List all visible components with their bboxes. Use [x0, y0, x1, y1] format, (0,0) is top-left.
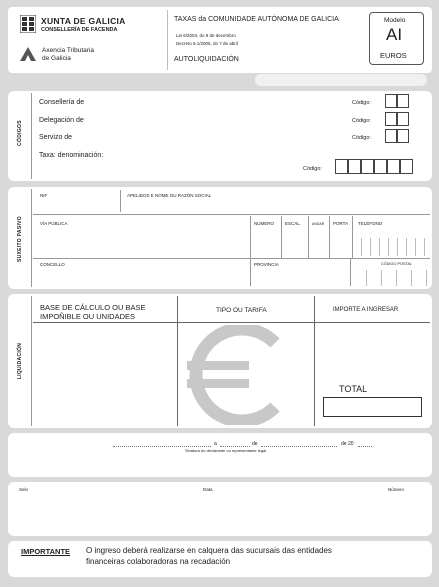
- model-code: AI: [386, 25, 403, 44]
- codigo-box[interactable]: [385, 94, 397, 108]
- currency-label: EUROS: [380, 51, 407, 60]
- stamp-selo-label: Selo: [19, 487, 29, 492]
- agency-line1: Axencia Tributaria: [42, 47, 95, 54]
- signature-caption: Sinatura do declarante ou representante legal: [185, 448, 267, 453]
- tipo-input[interactable]: [181, 326, 310, 424]
- tax-code-label: Código:: [303, 166, 322, 172]
- codigo-row-code-label: Código:: [352, 135, 371, 141]
- sign-sep-de: de: [252, 441, 258, 447]
- escal-divider: [308, 216, 309, 258]
- notice-label: IMPORTANTE: [21, 547, 71, 556]
- base-input[interactable]: [35, 326, 173, 424]
- header-divider: [167, 10, 168, 70]
- via-divider: [250, 216, 251, 258]
- col-divider: [314, 296, 315, 426]
- andar-divider: [329, 216, 330, 258]
- org-name: XUNTA DE GALICIA: [41, 16, 126, 26]
- col-base-line1: BASE DE CÁLCULO OU BASE: [40, 303, 146, 312]
- via-label: VÍA PÚBLICA: [40, 221, 68, 226]
- sign-place-line: [113, 446, 211, 447]
- col-importe: IMPORTE A INGRESAR: [333, 307, 399, 313]
- sujeto-side-label: SUXEITO PASIVO: [17, 216, 23, 262]
- form-type: AUTOLIQUIDACIÓN: [174, 56, 239, 63]
- stamp-numero-label: Número: [388, 487, 405, 492]
- codigo-row-code-label: Código:: [352, 100, 371, 106]
- codigo-box[interactable]: [385, 129, 397, 143]
- col-base-line2: IMPOÑIBLE OU UNIDADES: [40, 312, 136, 321]
- row-divider: [33, 258, 430, 259]
- col-tipo: TIPO OU TARIFA: [216, 307, 267, 314]
- notice-line2: financeiras colaboradoras na recadación: [86, 557, 231, 566]
- signature-area[interactable]: [150, 455, 300, 473]
- codigo-postal-label: CÓDIGO POSTAL: [381, 262, 413, 266]
- tax-code-box[interactable]: [348, 159, 361, 174]
- sign-sep-year: de 20: [341, 441, 354, 447]
- concello-label: CONCELLO: [40, 262, 65, 267]
- codigo-row-label: Consellería de: [39, 99, 85, 106]
- codigos-side-divider: [31, 93, 32, 179]
- sujeto-side-divider: [31, 189, 32, 287]
- sign-month-line: [261, 446, 337, 447]
- agency-logo-icon: [18, 45, 38, 63]
- tax-code-box[interactable]: [400, 159, 413, 174]
- tax-code-box[interactable]: [335, 159, 348, 174]
- numero-divider: [281, 216, 282, 258]
- liquidacion-side-divider: [31, 296, 32, 426]
- porta-label: PORTA: [333, 221, 349, 226]
- codigo-postal-boxes[interactable]: [352, 270, 430, 286]
- total-label: TOTAL: [339, 384, 368, 394]
- escal-label: ESCAL.: [285, 221, 302, 226]
- provincia-input[interactable]: [254, 269, 346, 285]
- codigo-box[interactable]: [397, 129, 409, 143]
- codigos-side-label: CÓDIGOS: [17, 120, 23, 146]
- reference-strip[interactable]: [255, 74, 427, 86]
- concello-divider: [250, 259, 251, 286]
- name-input[interactable]: [124, 200, 428, 212]
- telefono-label: TELÉFONO: [358, 221, 383, 226]
- xunta-logo: [20, 15, 36, 33]
- org-dept: CONSELLERÍA DE FACENDA: [41, 27, 118, 33]
- tax-code-box[interactable]: [374, 159, 387, 174]
- codigo-row-label: Servizo de: [39, 134, 73, 141]
- liquidacion-side-label: LIQUIDACIÓN: [17, 342, 23, 380]
- provincia-label: PROVINCIA: [254, 262, 279, 267]
- sign-sep-a: a: [214, 441, 217, 447]
- concello-input[interactable]: [36, 269, 246, 285]
- codigo-row-label: Delegación de: [39, 117, 84, 124]
- sign-year-line: [358, 446, 372, 447]
- model-label: Modelo: [384, 17, 406, 24]
- codigo-box[interactable]: [397, 94, 409, 108]
- stamp-data-label: Data: [203, 487, 213, 492]
- notice-line1: O ingreso deberá realizarse en calquera das sucursais das entidades: [86, 546, 332, 555]
- tax-label: Taxa: denominación:: [39, 152, 104, 159]
- codigo-box[interactable]: [397, 112, 409, 126]
- stamp-panel: [8, 482, 432, 536]
- telefono-boxes[interactable]: [353, 238, 430, 256]
- nif-divider: [120, 190, 121, 212]
- codigo-row-code-label: Código:: [352, 118, 371, 124]
- agency-line2: de Galicia: [42, 55, 71, 62]
- nif-input[interactable]: [36, 200, 116, 212]
- tax-code-box[interactable]: [361, 159, 374, 174]
- tax-code-box[interactable]: [387, 159, 400, 174]
- numero-label: NÚMERO: [254, 221, 274, 226]
- andar-label: ANDAR: [312, 222, 325, 226]
- nif-label: NIF: [40, 193, 48, 198]
- row-divider: [33, 214, 430, 215]
- codigo-box[interactable]: [385, 112, 397, 126]
- form-title: TAXAS da COMUNIDADE AUTÓNOMA DE GALICIA: [174, 16, 339, 23]
- via-input[interactable]: [36, 228, 246, 256]
- law-line2: Decreto 6.1/2005, do 7 de abril: [176, 41, 238, 46]
- sign-day-line: [220, 446, 250, 447]
- total-input[interactable]: [323, 397, 422, 417]
- provincia-divider: [350, 259, 351, 286]
- col-divider: [177, 296, 178, 426]
- header-row-divider: [33, 322, 430, 323]
- law-line1: Lei 6/2003, do 9 de decembro: [176, 33, 236, 38]
- name-label: APELIDOS E NOME OU RAZÓN SOCIAL: [127, 193, 212, 198]
